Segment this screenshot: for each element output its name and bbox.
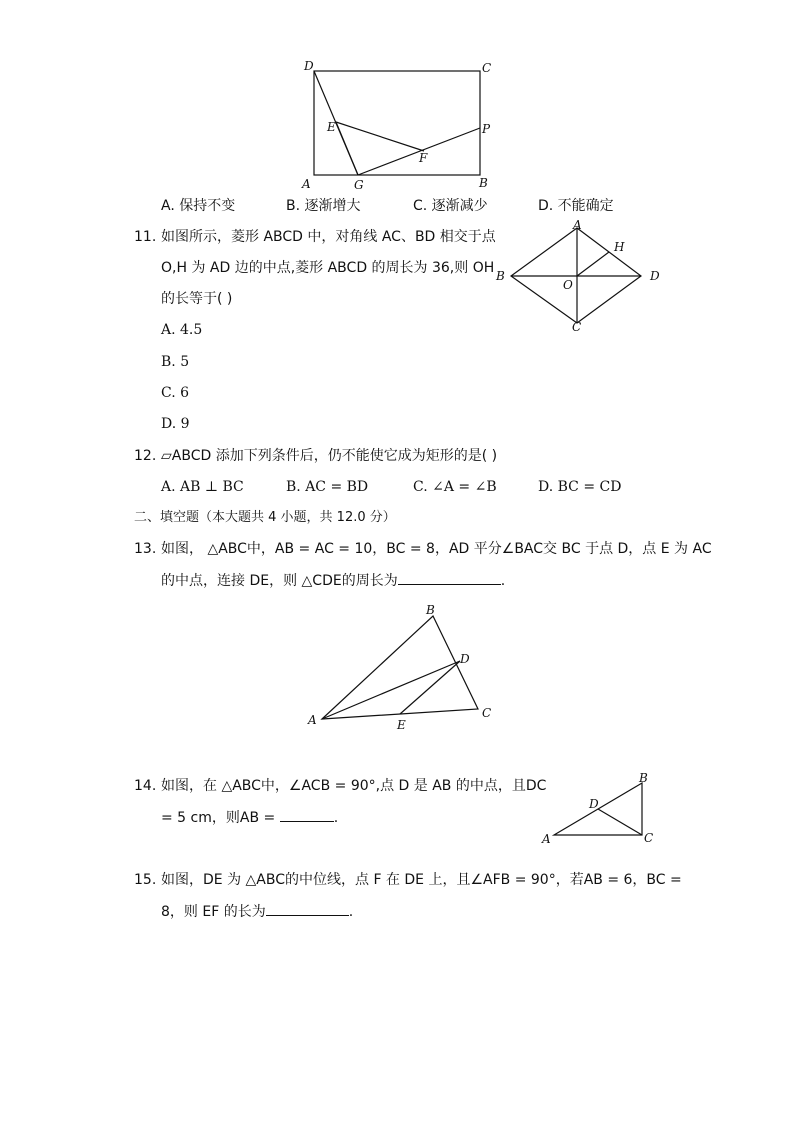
q15-text-line2: [161, 901, 353, 922]
q13-text-line2-body: 的中点，连接 DE，则 △CDE的周长为: [161, 573, 398, 589]
q14-figure: [538, 768, 662, 850]
q12-option-b: B. AC = BD: [286, 479, 369, 495]
q11-figure: [492, 216, 664, 336]
q13-label-B: B: [426, 603, 435, 617]
q10-label-A: A: [302, 177, 311, 191]
q12-number: 12.: [134, 448, 157, 464]
q15-number: 15.: [134, 872, 157, 888]
q13-triangle-ABC: [322, 616, 478, 719]
q11-option-b: B. 5: [161, 354, 190, 370]
q11-segment-OH: [577, 252, 609, 276]
q13-text-line1: 如图， △ABC中，AB = AC = 10，BC = 8，AD 平分∠BAC交 BC 于点 D，点 E 为 AC: [161, 541, 712, 557]
q11-label-D: D: [650, 269, 660, 283]
q13-answer-blank[interactable]: [398, 570, 501, 585]
q13-label-E: E: [397, 718, 406, 732]
q10-option-d: D. 不能确定: [538, 198, 614, 214]
q15-period: .: [348, 904, 354, 920]
q10-option-a: A. 保持不变: [161, 198, 236, 214]
q13-text-line2: [161, 570, 505, 591]
q11-number: 11.: [134, 229, 157, 245]
q10-option-c: C. 逐渐减少: [413, 198, 488, 214]
q10-option-b: B. 逐渐增大: [286, 198, 361, 214]
q13-period: .: [500, 573, 506, 589]
q12-option-a: A. AB ⊥ BC: [161, 479, 244, 495]
q14-answer-blank[interactable]: [280, 807, 334, 822]
q14-text-line2: [161, 807, 338, 828]
q12-option-c: C. ∠A = ∠B: [413, 479, 497, 495]
q15-answer-blank[interactable]: [266, 901, 349, 916]
q10-label-C: C: [482, 61, 492, 75]
q14-number: 14.: [134, 778, 157, 794]
q13-segment-AD: [322, 661, 460, 719]
q10-segment-EF: [336, 122, 424, 151]
q11-label-A: A: [573, 218, 582, 232]
q15-text-line1: 如图，DE 为 △ABC的中位线，点 F 在 DE 上，且∠AFB = 90°，若AB = 6，BC =: [161, 872, 682, 888]
q15-text-line2-body: 8，则 EF 的长为: [161, 904, 266, 920]
q11-label-H: H: [614, 240, 625, 254]
q11-option-a: A. 4.5: [161, 322, 203, 338]
q13-number: 13.: [134, 541, 157, 557]
q14-text-line1: 如图，在 △ABC中，∠ACB = 90°,点 D 是 AB 的中点，且DC: [161, 778, 547, 794]
q12-option-d: D. BC = CD: [538, 479, 622, 495]
q11-label-C: C: [572, 320, 582, 334]
q11-option-c: C. 6: [161, 385, 190, 401]
q11-text-line2: O,H 为 AD 边的中点,菱形 ABCD 的周长为 36,则 OH: [161, 260, 495, 276]
q10-label-E: E: [327, 120, 336, 134]
q10-figure: [296, 56, 500, 194]
q14-label-B: B: [639, 771, 648, 785]
q13-figure: [302, 600, 502, 734]
q14-text-line2-body: = 5 cm，则AB =: [161, 810, 276, 826]
q10-label-P: P: [482, 122, 491, 136]
q10-label-B: B: [479, 176, 488, 190]
q11-option-d: D. 9: [161, 416, 190, 432]
q14-label-A: A: [542, 832, 551, 846]
q14-label-D: D: [589, 797, 599, 811]
q13-segment-DE: [400, 661, 460, 714]
q10-label-D: D: [304, 59, 314, 73]
q13-label-C: C: [482, 706, 492, 720]
section-heading: 二、填空题（本大题共 4 小题，共 12.0 分）: [134, 510, 396, 525]
q10-label-G: G: [354, 178, 364, 192]
q14-label-C: C: [644, 831, 654, 845]
q11-label-O: O: [563, 278, 573, 292]
q13-label-D: D: [460, 652, 470, 666]
q14-period: .: [333, 810, 339, 826]
q13-label-A: A: [308, 713, 317, 727]
q12-text: ▱ABCD 添加下列条件后，仍不能使它成为矩形的是( ): [161, 448, 498, 464]
q11-text-line1: 如图所示，菱形 ABCD 中，对角线 AC、BD 相交于点: [161, 229, 496, 245]
q14-segment-DC: [598, 809, 642, 835]
q10-label-F: F: [419, 151, 428, 165]
q11-text-line3: 的长等于( ): [161, 291, 233, 307]
q10-segment-EG: [336, 122, 358, 175]
q11-label-B: B: [496, 269, 505, 283]
